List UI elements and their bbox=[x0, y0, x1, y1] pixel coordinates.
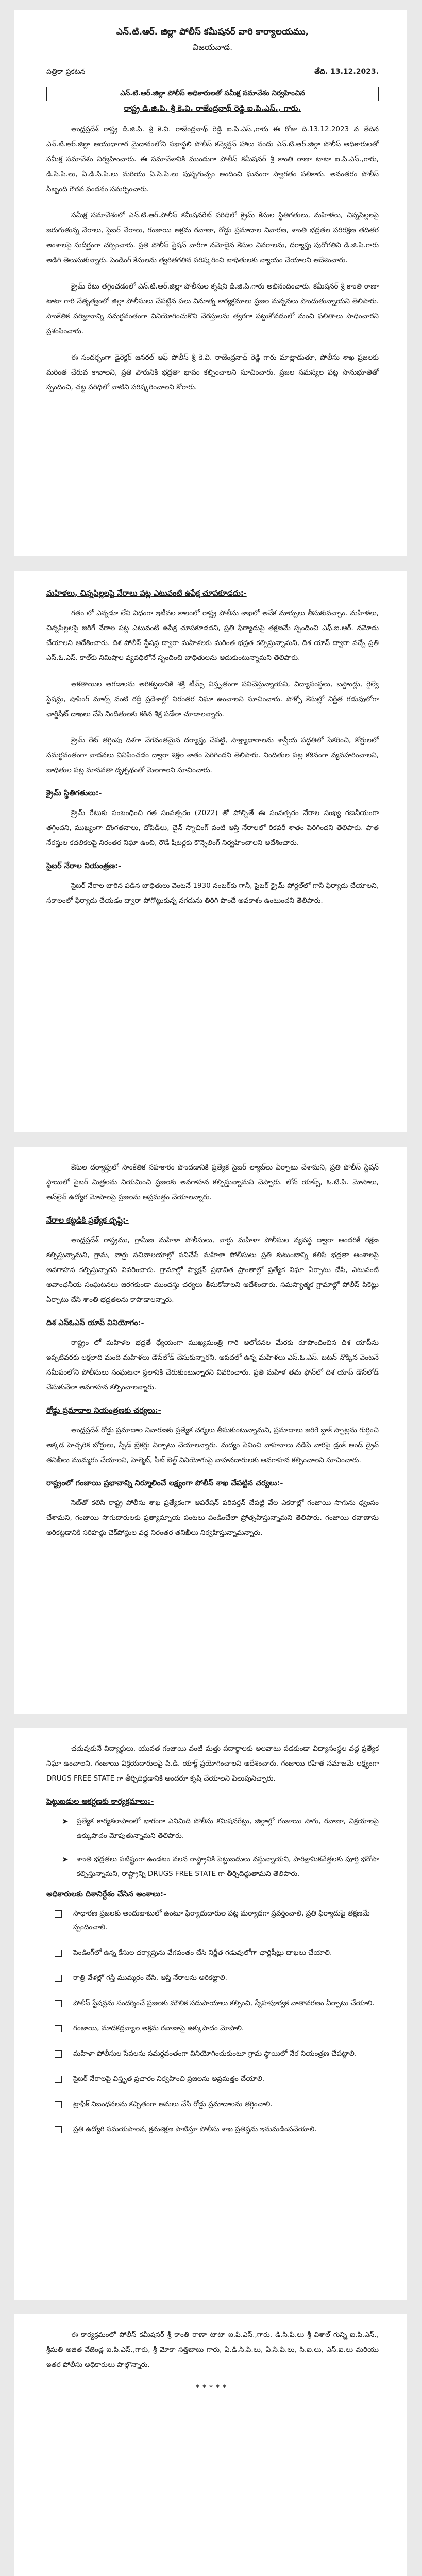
list-item bbox=[46, 1971, 379, 1985]
checkbox-bullet-icon bbox=[55, 2025, 62, 2032]
list-item-text: గంజాయి, మాదకద్రవ్యాల అక్రమ రవాణాపై ఉక్కుపాదం మోపాలి. bbox=[73, 2024, 244, 2032]
paragraph: ఆకతాయిల ఆగడాలను అరికట్టడానికి శక్తి టీమ్స్ విస్తృతంగా పనిచేస్తున్నాయని, విద్యాసంస్థలు, బస్టాండ్లు, రైల్వే స్టేషన్లు, షాపింగ్ మాల్స్ వంటి రద్దీ ప్రదేశాల్లో నిరంతర నిఘా ఉంచాలని సూచించారు. పోక్సో కేసుల్లో నిర్ణీత గడువులోగా ఛార్జిషీట్ దాఖలు చేసి నిందితులకు కఠిన శిక్ష పడేలా చూడాలన్నారు. bbox=[46, 680, 379, 718]
paragraph: ఆంధ్రప్రదేశ్ రాష్ట్రము, గ్రామీణ మహిళా పోలీసులు, వార్డు మహిళా పోలీసుల వ్యవస్థ ద్వారా అందరికీ రక్షణ కల్పిస్తున్నామని, గ్రామ, వార్డు సచివాలయాల్లో పనిచేసే మహిళా పోలీసులు ప్రతి కుటుంబాన్ని కలిసి భద్రతా అంశాలపై అవగాహన కల్పిస్తున్నారని వివరించారు. గ్రామాల్లో ఫ్యాక్షన్ ప్రభావిత ప్రాంతాల్లో ప్రత్యేక నిఘా ఏర్పాటు చేసి, ఎటువంటి అవాంఛనీయ సంఘటనలు జరగకుండా ముందస్తు చర్యలు తీసుకోవాలని ఆదేశించారు. సమస్యాత్మక గ్రామాల్లో పోలీస్ పికెట్లు ఏర్పాటు చేసి శాంతి భద్రతలను కాపాడాలన్నారు. bbox=[46, 1236, 379, 1304]
section-heading: పెట్టుబడుల ఆకర్షణకు కార్యక్రమాలు:- bbox=[46, 1798, 154, 1806]
arrow-bullet-icon: ➤ bbox=[62, 1817, 69, 1826]
paragraph: రాష్ట్రం లో మహిళల భద్రతే ధ్యేయంగా ముఖ్యమంత్రి గారి ఆలోచనల మేరకు రూపొందించిన దిశ యాప్‌ను ఇప్పటివరకు లక్షలాది మంది మహిళలు డౌన్‌లోడ్ చేసుకున్నారని, ఆపదలో ఉన్న మహిళలు ఎస్.ఓ.ఎస్. బటన్ నొక్కిన వెంటనే సమీపంలోని పోలీసులు సంఘటనా స్థలానికి చేరుకుంటున్నారని వివరించారు. ప్రతి మహిళ తమ ఫోన్‌లో దిశ యాప్ డౌన్‌లోడ్ చేసుకునేలా అవగాహన కల్పించాలన్నారు. bbox=[46, 1338, 379, 1392]
office-city: విజయవాడ. bbox=[192, 42, 233, 52]
list-item bbox=[46, 2047, 379, 2061]
document-page-4 bbox=[14, 1728, 407, 2300]
directive-list bbox=[46, 1907, 379, 2137]
paragraph: ఆంధ్రప్రదేశ్ రాష్ట్ర డి.జి.పి. శ్రీ కె.వి. రాజేంద్రనాథ్ రెడ్డి ఐ.పి.ఎస్.,గారు ఈ రోజు ది.13.12.2023 వ తేదిన ఎన్.టి.ఆర్.జిల్లా ఆయుధాగార మైదానంలోని సభాస్థలి పోలీస్ కన్వెన్షన్ హాలు నందు ఎన్.టి.ఆర్.జిల్లా పోలీస్ అధికారులతో సమీక్ష సమావేశం నిర్వహించారు. ఈ సమావేశానికి ముందుగా పోలీస్ కమీషనర్ శ్రీ కాంతి రాణా టాటా ఐ.పి.ఎస్.,గారు, డి.సి.పి.లు, ఏ.డి.సి.పి.లు మరియు ఏ.సి.పి.లు పుష్పగుచ్చం అందించి ఘనంగా స్వాగతం పలికారు. అనంతరం పోలీస్ సిబ్బంది గౌరవ వందనం సమర్పించారు. bbox=[46, 125, 379, 193]
section-heading: అధికారులకు దిశానిర్దేశం చేసిన అంశాలు:- bbox=[46, 1890, 166, 1899]
document-page-5 bbox=[14, 2314, 407, 2576]
list-item bbox=[46, 1907, 379, 1935]
paragraph: క్రైమ్ రేట్ తగ్గింపు దిశగా వేగవంతమైన దర్యాప్తు చేపట్టి, సాక్ష్యాధారాలను శాస్త్రీయ పద్ధతిలో సేకరించి, కోర్టులలో సమర్థవంతంగా వాదనలు వినిపించడం ద్వారా శిక్షల శాతం పెరిగిందని తెలిపారు. నిందితుల పట్ల కఠినంగా వ్యవహరించాలని, బాధితుల పట్ల మానవతా దృక్పథంతో మెలగాలని సూచించారు. bbox=[46, 736, 379, 774]
list-item-text: రాత్రి వేళల్లో గస్తీ ముమ్మరం చేసి, ఆస్తి నేరాలను అరికట్టాలి. bbox=[73, 1974, 227, 1982]
subject-line-2: రాష్ట్ర డి.జి.పి. శ్రీ కె.వి. రాజేంద్రనాథ్ రెడ్డి ఐ.పి.ఎస్., గారు. bbox=[124, 104, 301, 113]
arrow-list-item bbox=[46, 1814, 379, 1843]
paragraph: క్రైమ్ రేటుకు సంబంధించి గత సంవత్సరం (2022) తో పోల్చితే ఈ సంవత్సరం నేరాల సంఖ్య గణనీయంగా తగ్గిందని, ముఖ్యంగా దొంగతనాలు, దోపిడీలు, చైన్ స్నాచింగ్ వంటి ఆస్తి నేరాలలో రికవరీ శాతం పెరిగిందని తెలిపారు. పాత నేరస్తుల కదలికలపై నిరంతర నిఘా ఉంచి, రౌడీ షీటర్లకు కౌన్సెలింగ్ నిర్వహించాలని ఆదేశించారు. bbox=[46, 809, 379, 847]
release-label: పత్రికా ప్రకటన bbox=[46, 67, 86, 76]
paragraph: ఈ సందర్భంగా డైరెక్టర్ జనరల్ ఆఫ్ పోలీస్ శ్రీ కె.వి. రాజేంద్రనాథ్ రెడ్డి గారు మాట్లాడుతూ, పోలీసు శాఖ ప్రజలకు మరింత చేరువ కావాలని, ప్రతి పౌరునికి భద్రతా భావం కల్పించాలని సూచించారు. ప్రజల సమస్యల పట్ల సానుభూతితో స్పందించి, చట్ట పరిధిలో వాటిని పరిష్కరించాలని కోరారు. bbox=[46, 353, 379, 392]
arrow-list bbox=[46, 1852, 379, 1881]
checkbox-bullet-icon bbox=[55, 2126, 62, 2133]
section-heading: రాష్ట్రంలో గంజాయి ప్రభావాన్ని నిర్మూలించే లక్ష్యంగా పోలీస్ శాఖ చేపట్టిన చర్యలు:- bbox=[46, 1479, 283, 1487]
list-item-text: ట్రాఫిక్ నిబంధనలను కచ్చితంగా అమలు చేసి రోడ్డు ప్రమాదాలను తగ్గించాలి. bbox=[73, 2100, 273, 2108]
section-heading: రోడ్డు ప్రమాదాల నియంత్రణకు చర్యలు:- bbox=[46, 1406, 161, 1415]
paragraph: సైబర్ నేరాల బారిన పడిన బాధితులు వెంటనే 1930 నంబర్‌కు గానీ, సైబర్ క్రైమ్ పోర్టల్‌లో గానీ ఫిర్యాదు చేయాలని, సకాలంలో ఫిర్యాదు చేయడం ద్వారా పోగొట్టుకున్న నగదును తిరిగి పొందే అవకాశం ఉంటుందని తెలిపారు. bbox=[46, 882, 379, 905]
checkbox-bullet-icon bbox=[55, 1975, 62, 1982]
list-item-text: సైబర్ నేరాలపై విస్తృత ప్రచారం నిర్వహించి ప్రజలను అప్రమత్తం చేయాలి. bbox=[73, 2075, 265, 2083]
arrow-list-text: శాంతి భద్రతలు పటిష్టంగా ఉండటం వలన రాష్ట్రానికి పెట్టుబడులు వస్తున్నాయని, పారిశ్రామికవేత్తలకు పూర్తి భరోసా కల్పిస్తున్నామని, రాష్ట్రాన్ని DRUGS FREE STATE గా తీర్చిదిద్దుతామని తెలిపారు. bbox=[76, 1855, 379, 1878]
section-heading: సైబర్ నేరాల నియంత్రణ:- bbox=[46, 862, 122, 870]
paragraph: సెబ్‌తో కలిసి రాష్ట్ర పోలీసు శాఖ ప్రత్యేకంగా ఆపరేషన్ పరివర్తన్ చేపట్టి వేల ఎకరాల్లో గంజాయి సాగును ధ్వంసం చేశామని, గంజాయి సాగుదారులకు ప్రత్యామ్నాయ పంటలు పండించేలా ప్రోత్సహిస్తున్నామని తెలిపారు. గంజాయి రవాణాను అరికట్టడానికి సరిహద్దు చెక్‌పోస్టుల వద్ద నిరంతర తనిఖీలు నిర్వహిస్తున్నామన్నారు. bbox=[46, 1499, 379, 1537]
arrow-list bbox=[46, 1814, 379, 1843]
list-item-text: పెండింగ్‌లో ఉన్న కేసుల దర్యాప్తును వేగవంతం చేసి నిర్ణీత గడువులోగా ఛార్జిషీట్లు దాఖలు చేయాలి. bbox=[73, 1948, 332, 1957]
checkbox-bullet-icon bbox=[55, 2076, 62, 2083]
list-item-text: పోలీస్ స్టేషన్లను సందర్శించే ప్రజలకు మౌలిక సదుపాయాలు కల్పించి, స్నేహపూర్వక వాతావరణం ఏర్పాటు చేయాలి. bbox=[73, 1999, 375, 2007]
list-item bbox=[46, 2022, 379, 2036]
list-item-text: ప్రతి ఉద్యోగి సమయపాలన, క్రమశిక్షణ పాటిస్తూ పోలీసు శాఖ ప్రతిష్ఠను ఇనుమడింపచేయాలి. bbox=[73, 2125, 317, 2133]
checkbox-bullet-icon bbox=[55, 2050, 62, 2058]
end-stars: ***** bbox=[196, 2384, 229, 2392]
section-heading: దిశ ఎస్ఓఎస్ యాప్ వినియోగం:- bbox=[46, 1319, 144, 1327]
checkbox-bullet-icon bbox=[55, 1950, 62, 1957]
checkbox-bullet-icon bbox=[55, 2000, 62, 2007]
section-heading: నేరాల కట్టడికి ప్రత్యేక దృష్టి:- bbox=[46, 1216, 129, 1225]
list-item-text: సాధారణ ప్రజలకు అందుబాటులో ఉంటూ ఫిర్యాదుదారుల పట్ల మర్యాదగా ప్రవర్తించాలి, ప్రతి ఫిర్యాదుపై తక్షణమే స్పందించాలి. bbox=[73, 1909, 370, 1931]
section-heading: మహిళలు, చిన్నపిల్లలపై నేరాలు పట్ల ఎటువంటి ఉపేక్ష చూపకూడదు:- bbox=[46, 589, 247, 598]
document-page-1 bbox=[14, 10, 407, 556]
paragraph: ఆంధ్రప్రదేశ్ రోడ్డు ప్రమాదాల నివారణకు ప్రత్యేక చర్యలు తీసుకుంటున్నామని, ప్రమాదాలు జరిగే బ్లాక్ స్పాట్లను గుర్తించి అక్కడ హెచ్చరిక బోర్డులు, స్పీడ్ బ్రేకర్లు ఏర్పాటు చేయాలన్నారు. మద్యం సేవించి వాహనాలు నడిపే వారిపై డ్రంక్ అండ్ డ్రైవ్ తనిఖీలు ముమ్మరం చేయాలని, హెల్మెట్, సీట్ బెల్ట్ వినియోగంపై వాహనదారులకు అవగాహన కల్పించాలని సూచించారు. bbox=[46, 1426, 379, 1464]
office-title: ఎన్.టి.ఆర్. జిల్లా పోలీస్ కమీషనర్ వారి కార్యాలయము, bbox=[116, 27, 309, 37]
list-item bbox=[46, 1996, 379, 2010]
list-item bbox=[46, 1946, 379, 1960]
checkbox-bullet-icon bbox=[55, 2101, 62, 2108]
list-item bbox=[46, 2097, 379, 2111]
paragraph: చదువుకునే విద్యార్థులు, యువత గంజాయి వంటి మత్తు పదార్థాలకు అలవాటు పడకుండా విద్యాసంస్థల వద్ద ప్రత్యేక నిఘా ఉంచాలని, గంజాయి విక్రయదారులపై పి.డి. యాక్ట్ ప్రయోగించాలని ఆదేశించారు. గంజాయి రహిత సమాజమే లక్ష్యంగా DRUGS FREE STATE గా తీర్చిదిద్దడానికి అందరూ కృషి చేయాలని పిలుపునిచ్చారు. bbox=[46, 1744, 379, 1783]
list-item bbox=[46, 2123, 379, 2137]
arrow-bullet-icon: ➤ bbox=[62, 1855, 69, 1864]
paragraph: క్రైమ్ రేటు తగ్గించడంలో ఎన్.టి.ఆర్.జిల్లా పోలీసుల కృషిని డి.జి.పి.గారు అభినందించారు. కమీషనర్ శ్రీ కాంతి రాణా టాటా గారి నేతృత్వంలో జిల్లా పోలీసులు చేపట్టిన పలు వినూత్న కార్యక్రమాలు ప్రజల మన్ననలు పొందుతున్నాయని తెలిపారు. సాంకేతిక పరిజ్ఞానాన్ని సమర్థవంతంగా వినియోగించుకొని నేరస్తులను త్వరగా పట్టుకోవడంలో మంచి ఫలితాలు సాధించారని ప్రశంసించారు. bbox=[46, 282, 379, 335]
document-page-3 bbox=[14, 1147, 407, 1714]
paragraph: కేసుల దర్యాప్తులో సాంకేతిక సహకారం పొందడానికి ప్రత్యేక సైబర్ ల్యాబ్‌లు ఏర్పాటు చేశామని, ప్రతి పోలీస్ స్టేషన్ స్థాయిలో సైబర్ మిత్రలను నియమించి ప్రజలకు అవగాహన కల్పిస్తున్నామని చెప్పారు. లోన్ యాప్స్, ఓ.టి.పి. మోసాలు, ఆన్‌లైన్ ఉద్యోగ మోసాలపై ప్రజలను అప్రమత్తం చేయాలన్నారు. bbox=[46, 1163, 379, 1201]
arrow-list-item bbox=[46, 1852, 379, 1881]
release-meta bbox=[46, 67, 379, 77]
checkbox-bullet-icon bbox=[55, 1910, 62, 1918]
paragraph: గతం లో ఎన్నడూ లేని విధంగా ఇటీవల కాలంలో రాష్ట్ర పోలీసు శాఖలో అనేక మార్పులు తీసుకువచ్చాం. మహిళలు, చిన్నపిల్లలపై జరిగే నేరాల పట్ల ఎటువంటి ఉపేక్ష చూపకూడదని, ప్రతి ఫిర్యాదుపై తక్షణమే స్పందించి ఎఫ్.ఐ.ఆర్. నమోదు చేయాలని ఆదేశించారు. దిశ పోలీస్ స్టేషన్ల ద్వారా మహిళలకు మరింత భద్రత కల్పిస్తున్నామని, దిశ యాప్ ద్వారా వచ్చే ప్రతి ఎస్.ఓ.ఎస్. కాల్‌కు నిమిషాల వ్యవధిలోనే స్పందించి బాధితులను ఆదుకుంటున్నామని తెలిపారు. bbox=[46, 609, 379, 662]
release-date: తేది. 13.12.2023. bbox=[314, 67, 379, 76]
arrow-list-text: ప్రత్యేక కార్యకలాపాలలో భాగంగా ఎనిమిది పోలీసు కమిషనరేట్లు, జిల్లాల్లో గంజాయి సాగు, రవాణా, విక్రయాలపై ఉక్కుపాదం మోపుతున్నామని తెలిపారు. bbox=[76, 1817, 379, 1840]
paragraph: సమీక్ష సమావేశంలో ఎన్.టి.ఆర్.పోలీస్ కమీషనరేట్ పరిధిలో క్రైమ్ కేసుల స్థితిగతులు, మహిళలు, చిన్నపిల్లలపై జరుగుతున్న నేరాలు, సైబర్ నేరాలు, గంజాయి అక్రమ రవాణా, రోడ్డు ప్రమాదాల నివారణ, శాంతి భద్రతల పరిరక్షణ తదితర అంశాలపై సుదీర్ఘంగా చర్చించారు. ప్రతి పోలీస్ స్టేషన్ వారీగా నమోదైన కేసుల వివరాలను, దర్యాప్తు పురోగతిని డి.జి.పి.గారు అడిగి తెలుసుకున్నారు. పెండింగ్ కేసులను త్వరితగతిన పరిష్కరించి బాధితులకు న్యాయం చేయాలని ఆదేశించారు. bbox=[46, 211, 379, 264]
list-item bbox=[46, 2072, 379, 2086]
paragraph: ఈ కార్యక్రమంలో పోలీస్ కమీషనర్ శ్రీ కాంతి రాణా టాటా ఐ.పి.ఎస్.,గారు, డి.సి.పి.లు శ్రీ విశాల్ గున్ని ఐ.పి.ఎస్., శ్రీమతి అజిత వేజెండ్ల ఐ.పి.ఎస్.,గారు, శ్రీ మోకా సత్తిబాబు గారు, ఏ.డి.సి.పి.లు, ఏ.సి.పి.లు, సి.ఐ.లు, ఎస్.ఐ.లు మరియు ఇతర పోలీసు అధికారులు పాల్గొన్నారు. bbox=[46, 2331, 379, 2369]
subject-line-1: ఎన్.టి.ఆర్.జిల్లా పోలీస్ అధికారులతో సమీక్ష సమావేశం నిర్వహించిన bbox=[46, 87, 379, 101]
document-page-2 bbox=[14, 571, 407, 1132]
section-heading: క్రైమ్ స్థితిగతులు:- bbox=[46, 789, 102, 798]
list-item-text: మహిళా పోలీసుల సేవలను సమర్థవంతంగా వినియోగించుకుంటూ గ్రామ స్థాయిలో నేర నియంత్రణ చేపట్టాలి. bbox=[73, 2049, 357, 2058]
